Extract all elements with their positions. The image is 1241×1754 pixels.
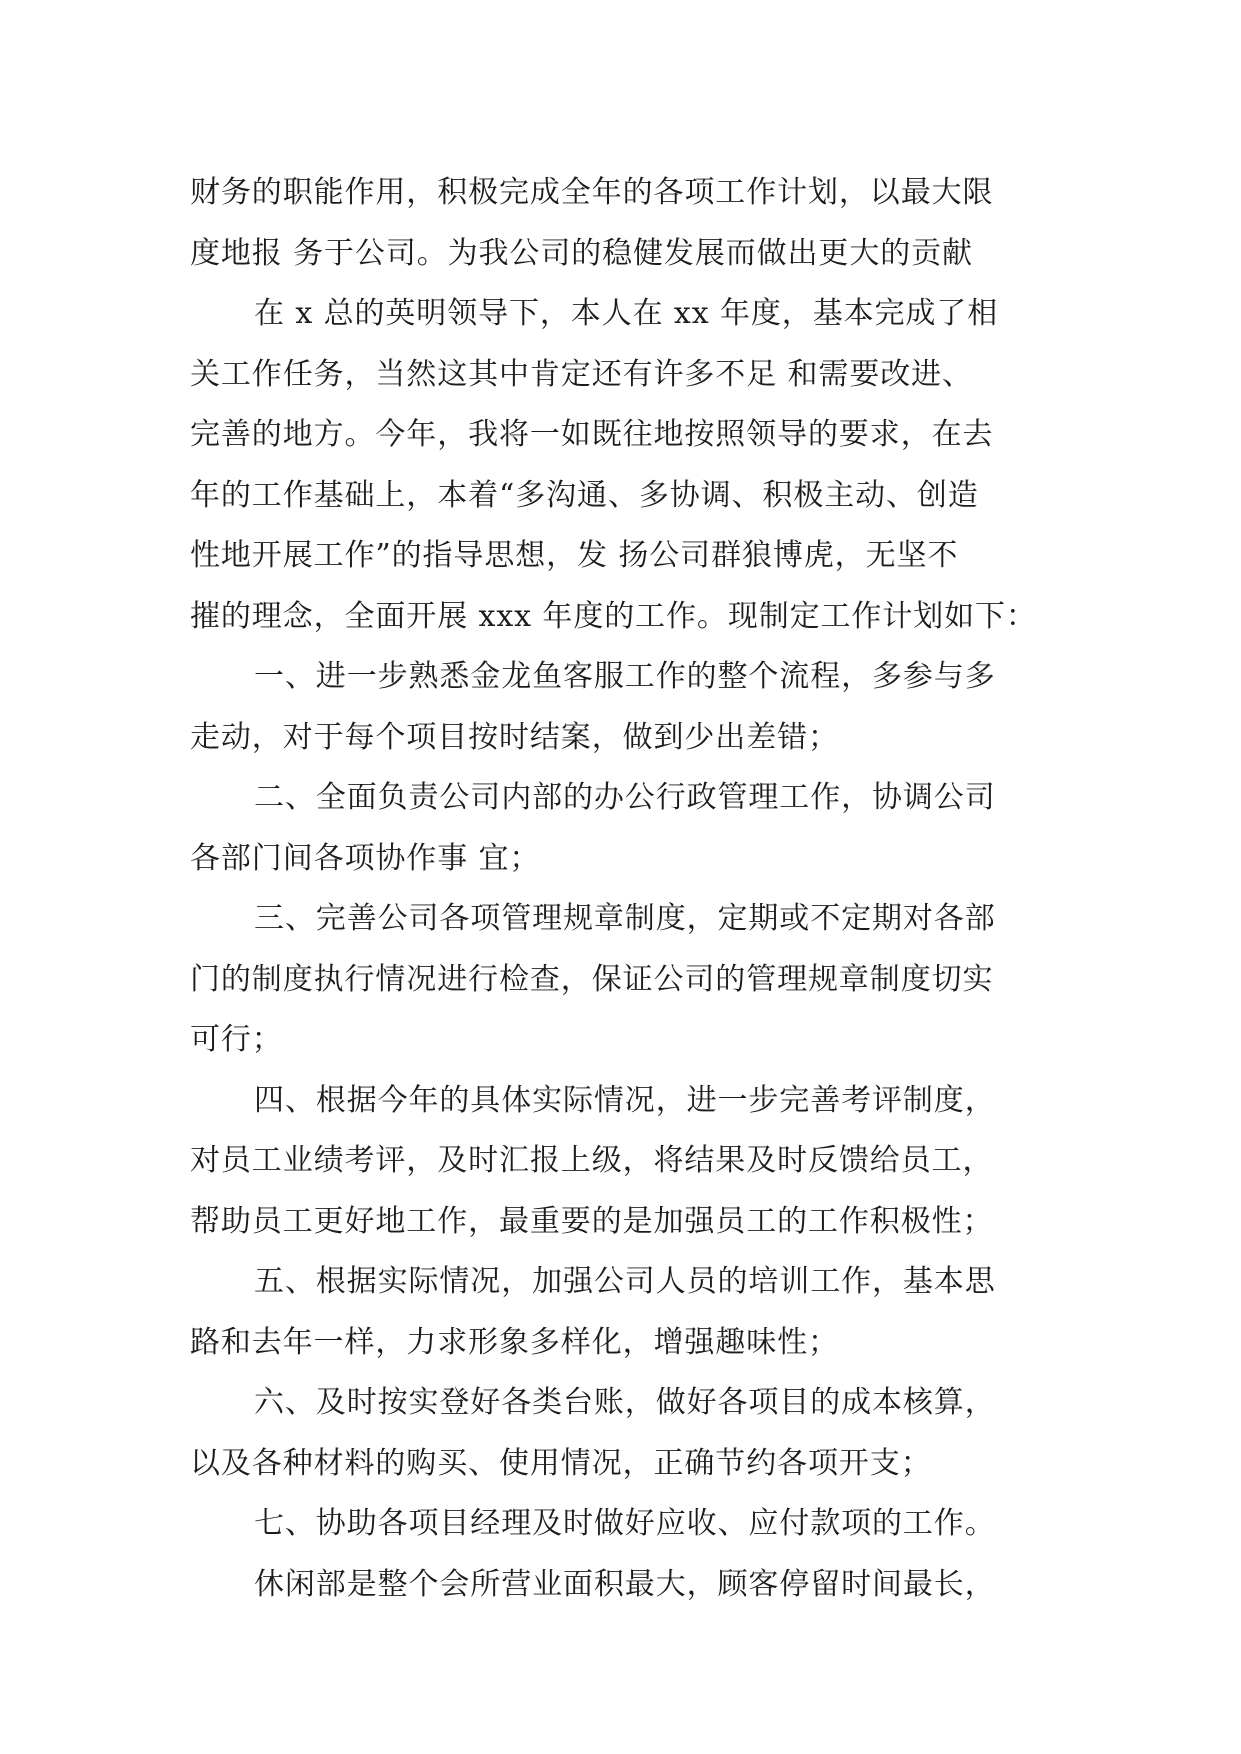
text-line: 帮助员工更好地工作，最重要的是加强员工的工作积极性； [190,1203,994,1239]
paragraph-item-6 [190,1373,1080,1494]
text-line: 三、完善公司各项管理规章制度，定期或不定期对各部 [254,901,996,936]
text-line: 对员工业绩考评，及时汇报上级，将结果及时反馈给员工， [190,1143,994,1178]
paragraph-item-1 [190,647,1080,768]
text-line: 二、全面负责公司内部的办公行政管理工作，协调公司 [254,780,996,815]
text-line: 各部门间各项协作事 宜； [190,840,541,876]
text-line: 休闲部是整个会所营业面积最大，顾客停留时间最长， [254,1566,996,1602]
text-line: 门的制度执行情况进行检查，保证公司的管理规章制度切实 [190,961,994,997]
text-line: 可行； [190,1022,283,1057]
text-line: 六、及时按实登好各类台账，做好各项目的成本核算， [254,1385,996,1420]
text-line: 路和去年一样，力求形象多样化，增强趣味性； [190,1324,839,1360]
text-line: 在 x 总的英明领导下，本人在 xx 年度，基本完成了相 [254,296,999,331]
text-line: 一、进一步熟悉金龙鱼客服工作的整个流程，多参与多 [254,659,996,694]
paragraph-item-2 [190,768,1080,889]
paragraph-1 [190,163,1080,284]
text-line: 五、根据实际情况，加强公司人员的培训工作，基本思 [254,1264,996,1299]
paragraph-item-7 [190,1494,1080,1555]
paragraph-last [190,1555,1080,1616]
text-line: 四、根据今年的具体实际情况，进一步完善考评制度， [254,1082,996,1118]
paragraph-item-5 [190,1252,1080,1373]
text-line: 财务的职能作用，积极完成全年的各项工作计划，以最大限 [190,175,994,210]
text-line: 关工作任务，当然这其中肯定还有许多不足 和需要改进、 [190,356,973,392]
document-body [190,163,1080,1615]
text-line: 七、协助各项目经理及时做好应收、应付款项的工作。 [254,1506,996,1541]
text-line: 走动，对于每个项目按时结案，做到少出差错； [190,719,839,755]
text-line: 摧的理念，全面开展 xxx 年度的工作。现制定工作计划如下： [190,598,1037,634]
text-line: 完善的地方。今年，我将一如既往地按照领导的要求，在去 [190,417,994,452]
text-line: 年的工作基础上，本着“多沟通、多协调、积极主动、创造 [190,477,979,513]
text-line: 度地报 务于公司。为我公司的稳健发展而做出更大的贡献 [190,235,973,271]
text-line: 以及各种材料的购买、使用情况，正确节约各项开支； [190,1445,932,1481]
text-line: 性地开展工作”的指导思想，发 扬公司群狼博虎，无坚不 [190,538,959,573]
paragraph-item-4 [190,1071,1080,1253]
paragraph-2 [190,284,1080,647]
paragraph-item-3 [190,889,1080,1071]
